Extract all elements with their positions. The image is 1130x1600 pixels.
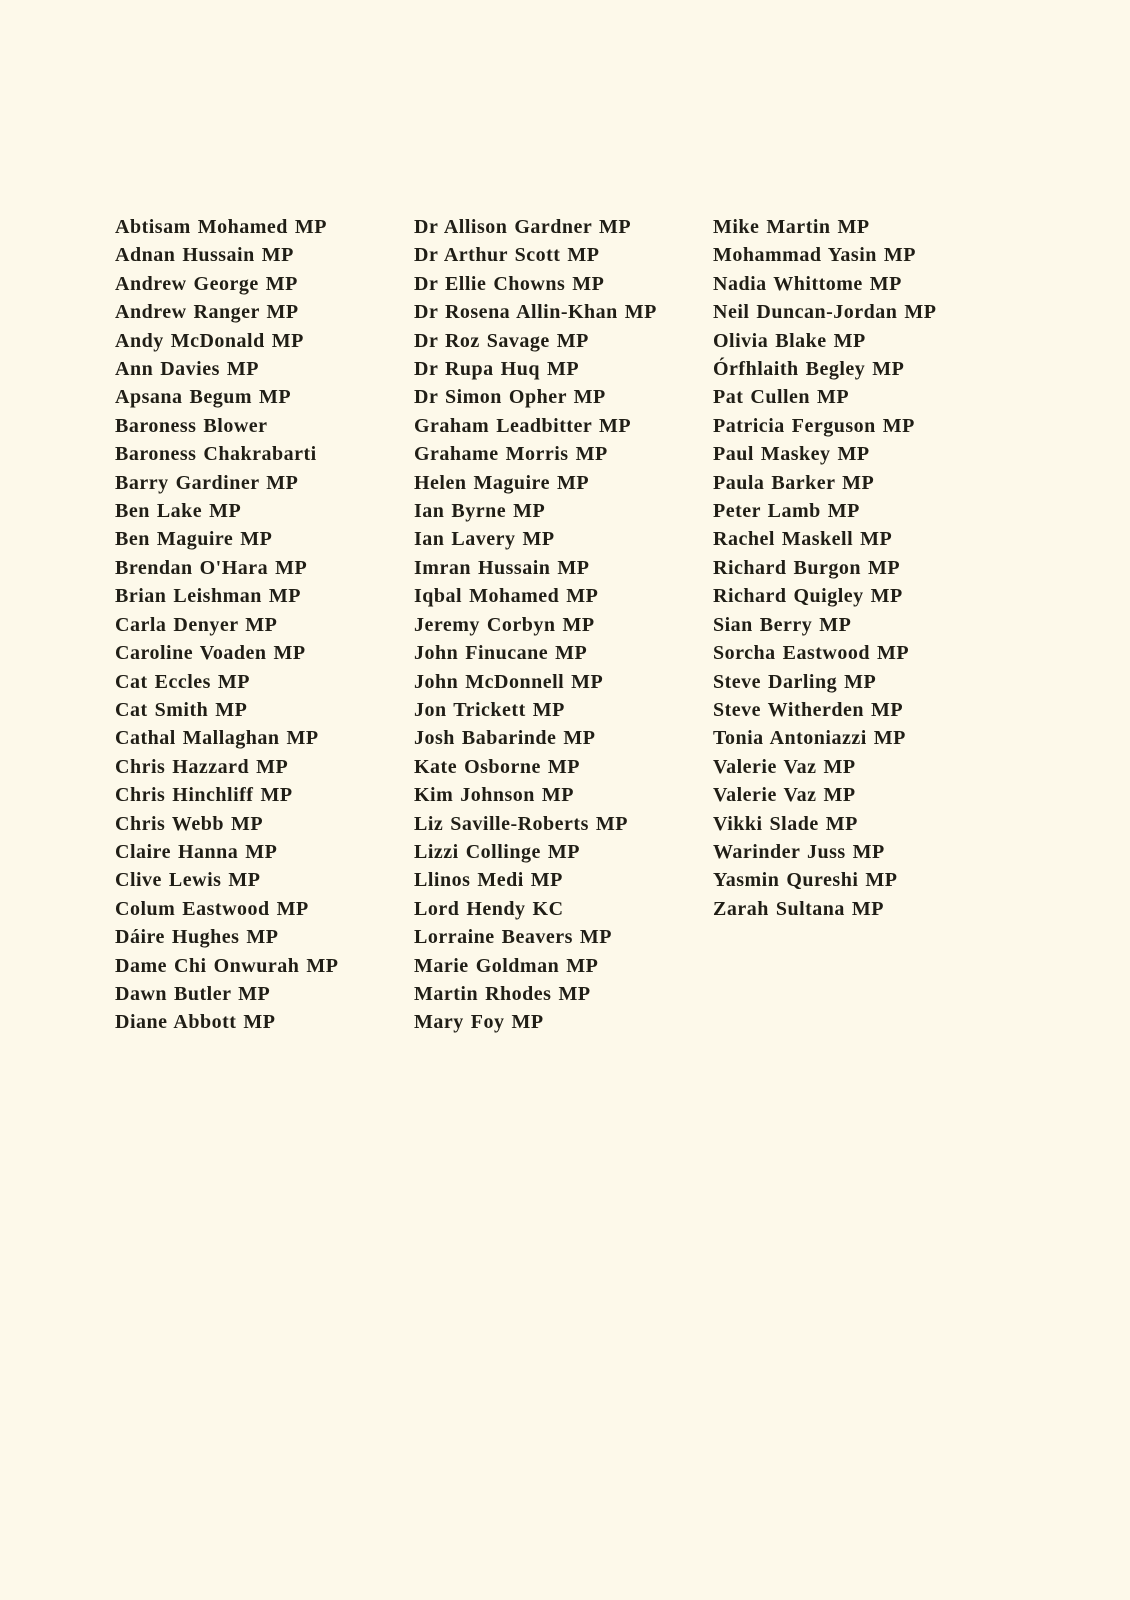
signatory-name: Lorraine Beavers MP [414,926,612,949]
signatory-name: Dr Arthur Scott MP [414,244,600,267]
signatory-name: Caroline Voaden MP [115,642,306,665]
signatory-name: Nadia Whittome MP [713,272,902,295]
signatory-name: Dr Allison Gardner MP [414,216,632,238]
signatory-name: Helen Maguire MP [414,471,590,494]
signatory-name: Brendan O'Hara MP [115,556,308,579]
signatory-name: Dr Roz Savage MP [414,329,589,352]
signatory-name: Mary Foy MP [414,1011,544,1034]
signatory-name: Abtisam Mohamed MP [115,216,327,238]
signatory-name: Lizzi Collinge MP [414,840,580,863]
signatory-name: Ann Davies MP [115,358,259,381]
signatory-column-1 [115,213,414,1037]
signatory-name: Paula Barker MP [713,471,875,494]
signatory-name: Paul Maskey MP [713,443,870,466]
signatory-name: Chris Hinchliff MP [115,784,293,807]
signatory-name: Barry Gardiner MP [115,471,299,494]
signatory-name: Pat Cullen MP [713,386,850,409]
signatory-name: Dr Ellie Chowns MP [414,272,605,295]
signatory-name: Clive Lewis MP [115,869,261,892]
signatory-name: Kate Osborne MP [414,755,581,778]
signatory-name: Órfhlaith Begley MP [713,358,905,381]
signatory-name: Dáire Hughes MP [115,926,279,949]
signatory-name: Jon Trickett MP [414,698,565,721]
signatory-name: Adnan Hussain MP [115,244,294,267]
signatory-name: Jeremy Corbyn MP [414,613,595,636]
signatory-name: Cat Smith MP [115,698,248,721]
signatory-name: Richard Burgon MP [713,556,901,579]
signatory-name: Marie Goldman MP [414,954,599,977]
signatory-name: Claire Hanna MP [115,840,278,863]
signatory-name: Iqbal Mohamed MP [414,585,599,608]
signatory-name: Valerie Vaz MP [713,784,856,807]
signatory-name: Dawn Butler MP [115,982,271,1005]
signatory-column-2 [414,213,713,1037]
signatory-name: Dr Simon Opher MP [414,386,606,409]
signatory-name: John Finucane MP [414,642,588,665]
signatory-name: John McDonnell MP [414,670,604,693]
signatory-name: Valerie Vaz MP [713,755,856,778]
signatory-name: Richard Quigley MP [713,585,903,608]
signatory-name: Ben Lake MP [115,500,242,523]
signatory-columns [115,213,937,1037]
signatory-name: Vikki Slade MP [713,812,858,835]
signatory-name: Colum Eastwood MP [115,897,309,920]
signatory-name: Cat Eccles MP [115,670,251,693]
signatory-name: Warinder Juss MP [713,840,885,863]
signatory-name: Kim Johnson MP [414,784,575,807]
signatory-name: Chris Webb MP [115,812,264,835]
signatory-name: Baroness Chakrabarti [115,443,317,466]
signatory-name: Graham Leadbitter MP [414,414,632,437]
signatory-name: Ian Byrne MP [414,500,546,523]
signatory-name: Peter Lamb MP [713,500,860,523]
signatory-name: Brian Leishman MP [115,585,301,608]
signatory-name: Yasmin Qureshi MP [713,869,898,892]
signatory-name: Grahame Morris MP [414,443,608,466]
signatory-name: Carla Denyer MP [115,613,278,636]
signatory-name: Andrew George MP [115,272,298,295]
signatory-name: Neil Duncan-Jordan MP [713,301,937,324]
signatory-name: Steve Darling MP [713,670,877,693]
signatory-name: Zarah Sultana MP [713,897,885,920]
signatory-name: Dame Chi Onwurah MP [115,954,339,977]
signatory-name: Andrew Ranger MP [115,301,299,324]
signatory-name: Dr Rosena Allin-Khan MP [414,301,657,324]
signatory-name: Ian Lavery MP [414,528,555,551]
signatory-name: Ben Maguire MP [115,528,273,551]
signatory-name: Steve Witherden MP [713,698,904,721]
signatory-name: Llinos Medi MP [414,869,563,892]
signatory-name: Mohammad Yasin MP [713,244,916,267]
signatory-name: Patricia Ferguson MP [713,414,915,437]
signatory-name: Apsana Begum MP [115,386,292,409]
signatory-name: Chris Hazzard MP [115,755,289,778]
signatory-name: Mike Martin MP [713,216,870,238]
signatory-name: Liz Saville-Roberts MP [414,812,628,835]
signatory-name: Olivia Blake MP [713,329,866,352]
signatory-name: Diane Abbott MP [115,1011,276,1034]
signatory-name: Baroness Blower [115,414,268,437]
signatory-name: Andy McDonald MP [115,329,304,352]
signatory-name: Martin Rhodes MP [414,982,591,1005]
signatory-name: Rachel Maskell MP [713,528,893,551]
signatory-name: Tonia Antoniazzi MP [713,727,906,750]
signatory-column-3 [713,213,937,923]
signatory-name: Sorcha Eastwood MP [713,642,910,665]
signatory-name: Lord Hendy KC [414,897,564,920]
signatory-name: Josh Babarinde MP [414,727,596,750]
signatory-name: Dr Rupa Huq MP [414,358,580,381]
signatory-name: Sian Berry MP [713,613,852,636]
signatory-name: Cathal Mallaghan MP [115,727,319,750]
signatory-name: Imran Hussain MP [414,556,590,579]
